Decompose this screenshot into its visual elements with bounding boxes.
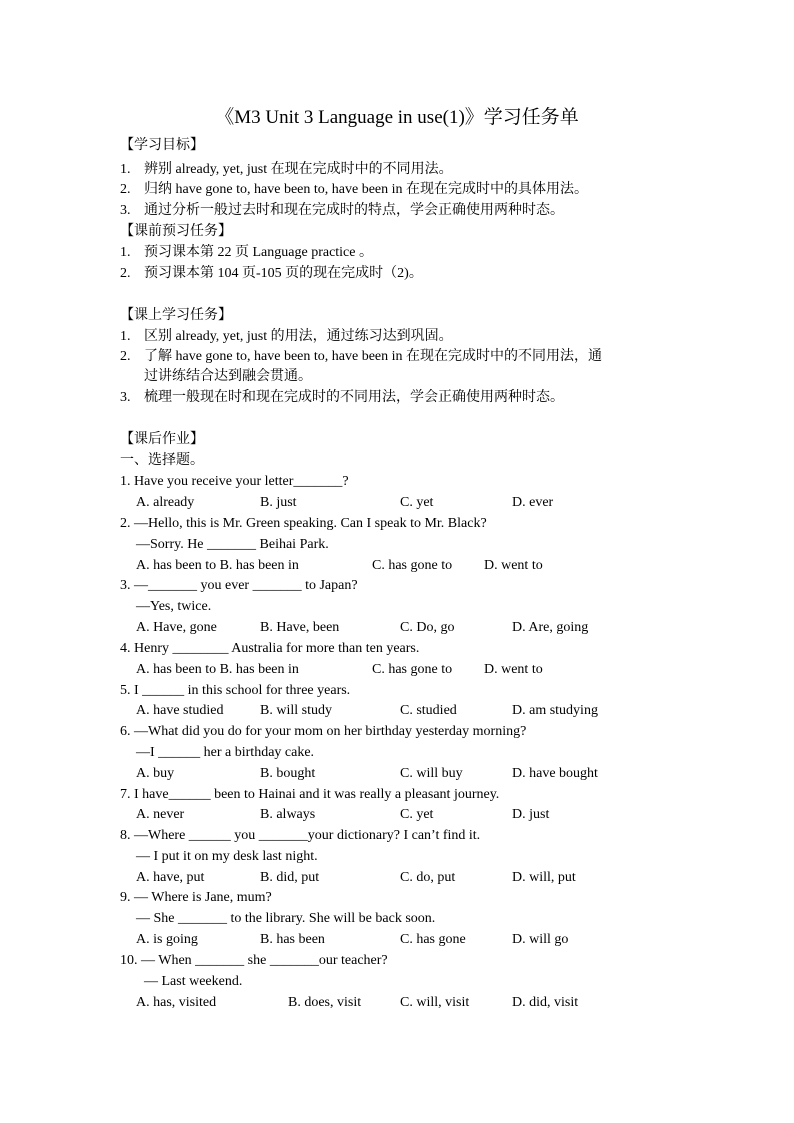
question-text: 9. — Where is Jane, mum? [120,890,272,905]
option-b: B. has been [260,932,325,947]
option-a-b: A. has been to B. has been in [136,662,299,677]
option-d: D. Are, going [512,620,589,635]
question-text: 10. — When _______ she _______our teacher? [120,953,388,968]
question-text: 1. Have you receive your letter_______? [120,474,349,489]
option-a: A. never [136,807,185,822]
goals-item-text: 通过分析一般过去时和现在完成时的特点，学会正确使用两种时态。 [144,203,564,218]
inclass-item-text: 区别 already, yet, just 的用法，通过练习达到巩固。 [144,329,453,344]
option-c: C. has gone to [372,558,453,573]
inclass-heading: 【课上学习任务】 [120,308,232,323]
option-d: D. have bought [512,766,598,781]
option-b: B. will study [260,703,332,718]
option-a: A. have, put [136,870,205,885]
option-c: C. will buy [400,766,463,781]
option-d: D. just [512,807,550,822]
question-text: 2. —Hello, this is Mr. Green speaking. Can I speak to Mr. Black? [120,516,487,531]
question-dialogue-line: —I ______ her a birthday cake. [136,745,315,760]
preview-item-num: 2. [120,266,131,281]
option-b: B. just [260,495,297,510]
preview-item-text: 预习课本第 22 页 Language practice 。 [144,245,373,260]
inclass-item-num: 2. [120,349,131,364]
question-dialogue-line: —Yes, twice. [136,599,212,614]
option-a: A. Have, gone [136,620,217,635]
inclass-item-text-continued: 过讲练结合达到融会贯通。 [144,369,312,384]
option-a-b: A. has been to B. has been in [136,558,299,573]
inclass-item-text: 梳理一般现在时和现在完成时的不同用法，学会正确使用两种时态。 [144,390,564,405]
option-d: D. will go [512,932,569,947]
option-d: D. am studying [512,703,598,718]
option-c: C. yet [400,807,434,822]
option-b: B. does, visit [288,995,362,1010]
inclass-item-num: 3. [120,390,131,405]
question-dialogue-line: —Sorry. He _______ Beihai Park. [136,537,329,552]
question-dialogue-line: — Last weekend. [144,974,243,989]
option-d: D. went to [484,558,543,573]
inclass-item-num: 1. [120,329,131,344]
option-b: B. bought [260,766,316,781]
question-text: 4. Henry ________ Australia for more than ten years. [120,641,420,656]
preview-item-num: 1. [120,245,131,260]
option-d: D. did, visit [512,995,579,1010]
option-a: A. buy [136,766,175,781]
option-a: A. is going [136,932,198,947]
option-c: C. Do, go [400,620,455,635]
option-a: A. have studied [136,703,224,718]
option-c: C. studied [400,703,457,718]
preview-heading: 【课前预习任务】 [120,224,232,239]
option-d: D. ever [512,495,554,510]
question-dialogue-line: — I put it on my desk last night. [136,849,318,864]
option-c: C. has gone [400,932,466,947]
option-c: C. yet [400,495,434,510]
goals-item-text: 归纳 have gone to, have been to, have been in 在现在完成时中的具体用法。 [144,182,589,197]
question-text: 6. —What did you do for your mom on her birthday yesterday morning? [120,724,527,739]
goals-item-num: 1. [120,162,131,177]
goals-item-num: 2. [120,182,131,197]
preview-item-text: 预习课本第 104 页-105 页的现在完成时（2)。 [144,266,423,281]
homework-subheading: 一、选择题。 [120,453,204,468]
option-a: A. already [136,495,195,510]
option-d: D. went to [484,662,543,677]
option-c: C. do, put [400,870,456,885]
inclass-item-text: 了解 have gone to, have been to, have been in 在现在完成时中的不同用法，通 [144,349,603,364]
question-text: 8. —Where ______ you _______your dictionary? I can’t find it. [120,828,481,843]
option-c: C. has gone to [372,662,453,677]
option-b: B. always [260,807,316,822]
option-c: C. will, visit [400,995,470,1010]
question-text: 3. —_______ you ever _______ to Japan? [120,578,358,593]
goals-heading: 【学习目标】 [120,138,204,153]
page-title: 《M3 Unit 3 Language in use(1)》学习任务单 [215,107,579,128]
question-text: 5. I ______ in this school for three years. [120,683,351,698]
question-text: 7. I have______ been to Hainai and it was really a pleasant journey. [120,787,500,802]
option-a: A. has, visited [136,995,217,1010]
goals-item-text: 辨别 already, yet, just 在现在完成时中的不同用法。 [144,162,453,177]
option-b: B. did, put [260,870,320,885]
goals-item-num: 3. [120,203,131,218]
question-dialogue-line: — She _______ to the library. She will be back soon. [136,911,436,926]
option-d: D. will, put [512,870,576,885]
option-b: B. Have, been [260,620,340,635]
homework-heading: 【课后作业】 [120,432,204,447]
